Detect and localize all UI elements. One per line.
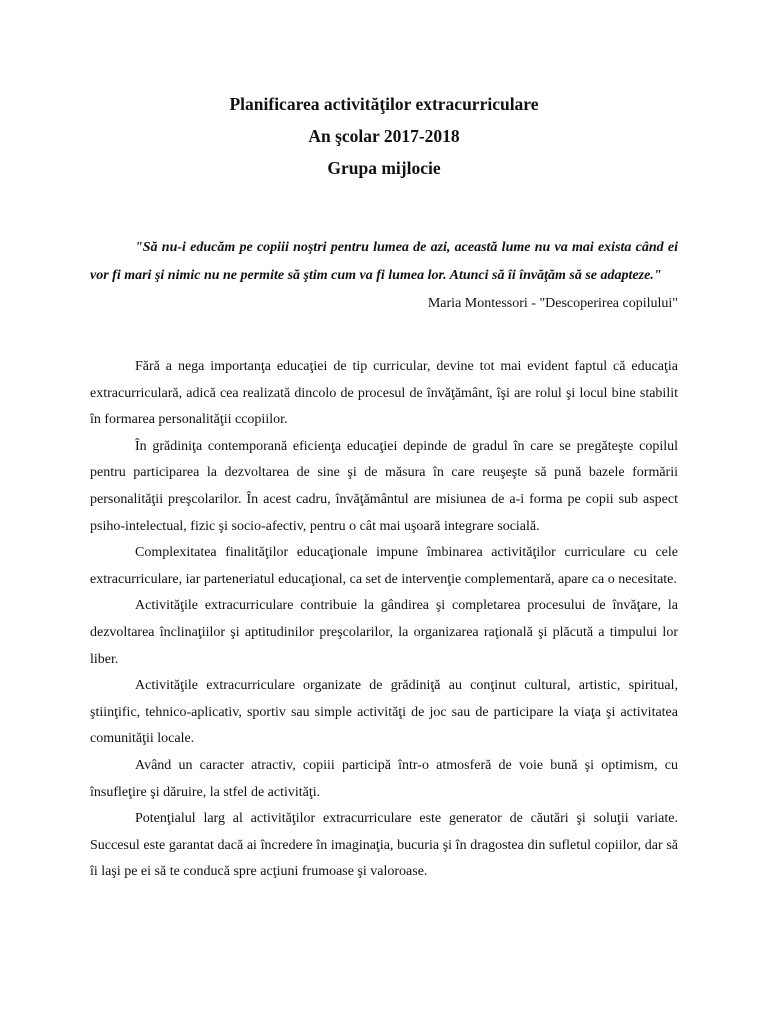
- body-text: [90, 354, 678, 886]
- paragraph: Potenţialul larg al activităţilor extracurriculare este generator de căutări şi soluţii variate. Succesul este garantat dacă ai încredere în imaginaţia, bucuria şi în dragostea din sufletul copiilor, dar să îi laşi pe ei să te conducă spre acţiuni frumoase şi valoroase.: [90, 811, 678, 880]
- epigraph: [90, 234, 678, 318]
- document-title: Planificarea activităţilor extracurriculare: [229, 94, 539, 114]
- paragraph: Având un caracter atractiv, copiii participă într-o atmosferă de voie bună şi optimism, cu însufleţire şi dăruire, la stfel de activităţi.: [90, 757, 678, 800]
- paragraph: Activităţile extracurriculare organizate de grădiniţă au conţinut cultural, artistic, spiritual, ştiinţific, tehnico-aplicativ, sportiv sau simple activităţi de joc sau de participare la viaţa şi activitatea comunităţii locale.: [90, 678, 678, 747]
- paragraph: În grădiniţa contemporană eficienţa educaţiei depinde de gradul în care se pregăteşte copilul pentru participarea la dezvoltarea de sine şi de măsura în care reuşeşte să pună bazele formării personalităţii preşcolarilor. În acest cadru, învăţământul are misiunea de a-i forma pe copii sub aspect psiho-intelectual, fizic şi socio-afectiv, pentru o cât mai uşoară integrare socială.: [90, 438, 678, 534]
- school-year-heading: An şcolar 2017-2018: [308, 126, 460, 146]
- group-heading: Grupa mijlocie: [327, 158, 441, 178]
- paragraph: Complexitatea finalităţilor educaţionale impune îmbinarea activităţilor curriculare cu cele extracurriculare, iar parteneriatul educaţional, ca set de intervenţie complementară, apare ca o necesitate.: [90, 545, 678, 587]
- paragraph: Activităţile extracurriculare contribuie la gândirea şi completarea procesului de învăţare, la dezvoltarea înclinaţiilor şi aptitudinilor preşcolarilor, la organizarea raţională şi plăcută a timpului lor liber.: [90, 598, 678, 667]
- epigraph-attribution: Maria Montessori - "Descoperirea copilului": [427, 296, 678, 311]
- paragraph: Fără a nega importanţa educaţiei de tip curricular, devine tot mai evident faptul că educaţia extracurriculară, adică cea realizată dincolo de procesul de învăţământ, îşi are rolul şi locul bine stabilit în formarea personalităţii ccopiilor.: [90, 359, 678, 428]
- document-page: [90, 88, 678, 886]
- epigraph-quote: "Să nu-i educăm pe copiii noştri pentru lumea de azi, această lume nu va mai exista când ei vor fi mari şi nimic nu ne permite să ştim cum va fi lumea lor. Atunci să îi învăţăm să se adapteze.": [90, 240, 678, 283]
